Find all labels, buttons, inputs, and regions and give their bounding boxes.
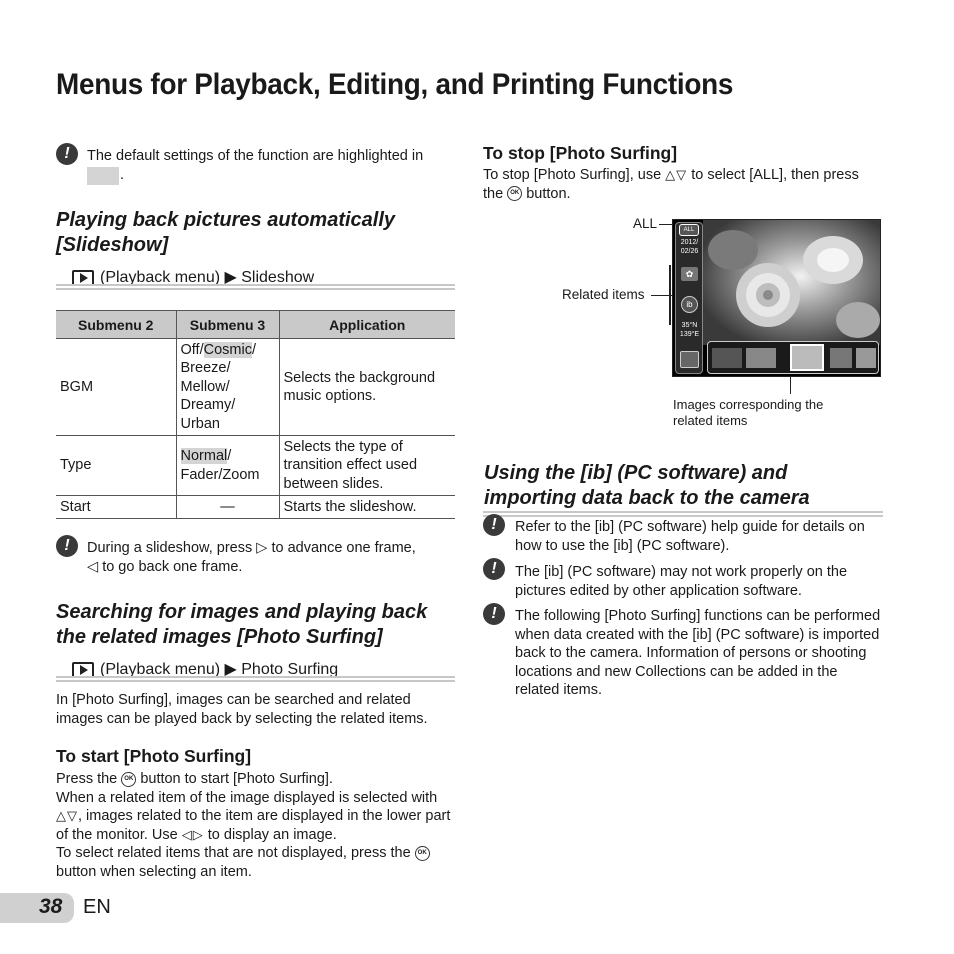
table-header: Submenu 2	[56, 311, 176, 339]
table-cell: Start	[56, 496, 176, 519]
table-row	[56, 436, 455, 496]
table-row	[56, 496, 455, 519]
ib-note-2: The [ib] (PC software) may not work properly on the pictures edited by other application software.	[515, 564, 848, 599]
gps-item[interactable]: 35°N 139°E	[679, 322, 700, 338]
language-label: EN	[83, 896, 111, 918]
flower-mode-icon[interactable]: ✿	[681, 267, 698, 281]
slideshow-note: During a slideshow, press ▷ to advance one frame, ◁ to go back one frame.	[87, 540, 416, 575]
start-instructions: Press the OK button to start [Photo Surfing]. When a related item of the image displayed is selected with △▽, images related to the item are displayed in the lower part of the monitor. Use ◁▷ to display an image. To select related items that are not displayed, press the OK button when selecting an item.	[56, 771, 451, 880]
thumbnail-selected[interactable]	[790, 344, 824, 371]
page-number: 38	[39, 895, 63, 918]
table-header-row	[56, 311, 455, 339]
photo-surfing-menu-path: (Playback menu) ▶ Photo Surfing	[72, 660, 338, 680]
caution-icon: !	[483, 514, 505, 536]
slideshow-heading: Playing back pictures automatically [Slideshow]	[56, 209, 396, 256]
right-arrow-icon: ▷	[256, 540, 268, 556]
thumbnail[interactable]	[830, 348, 852, 368]
thumbnail-strip	[707, 341, 879, 374]
table-cell: Off/Cosmic/ Breeze/ Mellow/ Dreamy/ Urban	[176, 339, 279, 436]
thumbnail[interactable]	[712, 348, 742, 368]
camera-screen	[672, 219, 881, 377]
stop-instructions: To stop [Photo Surfing], use △▽ to select [ALL], then press the OK button.	[483, 167, 859, 202]
table-cell: Type	[56, 436, 176, 496]
divider	[56, 284, 455, 290]
collection-icon[interactable]	[680, 351, 699, 368]
photo-surfing-intro: In [Photo Surfing], images can be searched and related images can be played back by selecting the related items.	[56, 692, 428, 727]
ib-note-1: Refer to the [ib] (PC software) help guide for details on how to use the [ib] (PC software).	[515, 519, 865, 554]
default-settings-note-end: .	[120, 167, 125, 183]
table-cell: Selects the type of transition effect used between slides.	[279, 436, 455, 496]
thumbnail[interactable]	[746, 348, 776, 368]
ok-button-icon: OK	[507, 186, 522, 201]
caution-icon: !	[56, 143, 78, 165]
ib-heading: Using the [ib] (PC software) and importing data back to the camera	[484, 462, 810, 509]
ib-note-3: The following [Photo Surfing] functions can be performed when data created with the [ib] (PC software) is imported back to the camera. Information of persons or shooting locations and new Collections can be added in the related items.	[515, 608, 881, 698]
table-cell: Selects the background music options.	[279, 339, 455, 436]
page-number-tab	[0, 893, 74, 923]
photo-surfing-heading: Searching for images and playing back the related images [Photo Surfing]	[56, 601, 428, 648]
caution-icon: !	[483, 603, 505, 625]
caution-icon: !	[483, 558, 505, 580]
up-down-arrows-icon: △▽	[665, 167, 688, 182]
default-settings-note: The default settings of the function are highlighted in	[87, 148, 424, 164]
callout-line	[790, 376, 791, 394]
ok-button-icon: OK	[121, 772, 136, 787]
callout-related-label: Related items	[562, 287, 645, 302]
ib-icon[interactable]: ib	[681, 296, 698, 313]
stop-heading: To stop [Photo Surfing]	[483, 143, 678, 163]
slideshow-table	[56, 310, 455, 519]
ok-button-icon: OK	[415, 846, 430, 861]
divider	[56, 676, 455, 682]
all-item-button[interactable]: ALL	[679, 224, 699, 236]
divider	[483, 511, 883, 517]
table-header: Submenu 3	[176, 311, 279, 339]
callout-bracket	[669, 265, 671, 325]
table-cell: Normal/ Fader/Zoom	[176, 436, 279, 496]
table-header: Application	[279, 311, 455, 339]
left-arrow-icon: ◁	[87, 558, 99, 575]
table-cell: BGM	[56, 339, 176, 436]
table-cell: —	[176, 496, 279, 519]
thumbnail[interactable]	[856, 348, 876, 368]
callout-images-label: Images corresponding the related items	[673, 397, 824, 428]
page-title: Menus for Playback, Editing, and Printing Functions	[56, 68, 734, 101]
table-cell: Starts the slideshow.	[279, 496, 455, 519]
related-items-sidebar	[675, 222, 703, 374]
up-down-arrows-icon: △▽	[56, 808, 78, 823]
start-heading: To start [Photo Surfing]	[56, 746, 252, 766]
left-right-arrows-icon: ◁▷	[181, 826, 204, 842]
date-item[interactable]: 2012/ 02/26	[680, 239, 699, 255]
table-row	[56, 339, 455, 436]
callout-all-label: ALL	[633, 216, 658, 231]
caution-icon: !	[56, 535, 78, 557]
slideshow-menu-path: (Playback menu) ▶ Slideshow	[72, 268, 314, 288]
highlight-swatch	[87, 167, 119, 185]
